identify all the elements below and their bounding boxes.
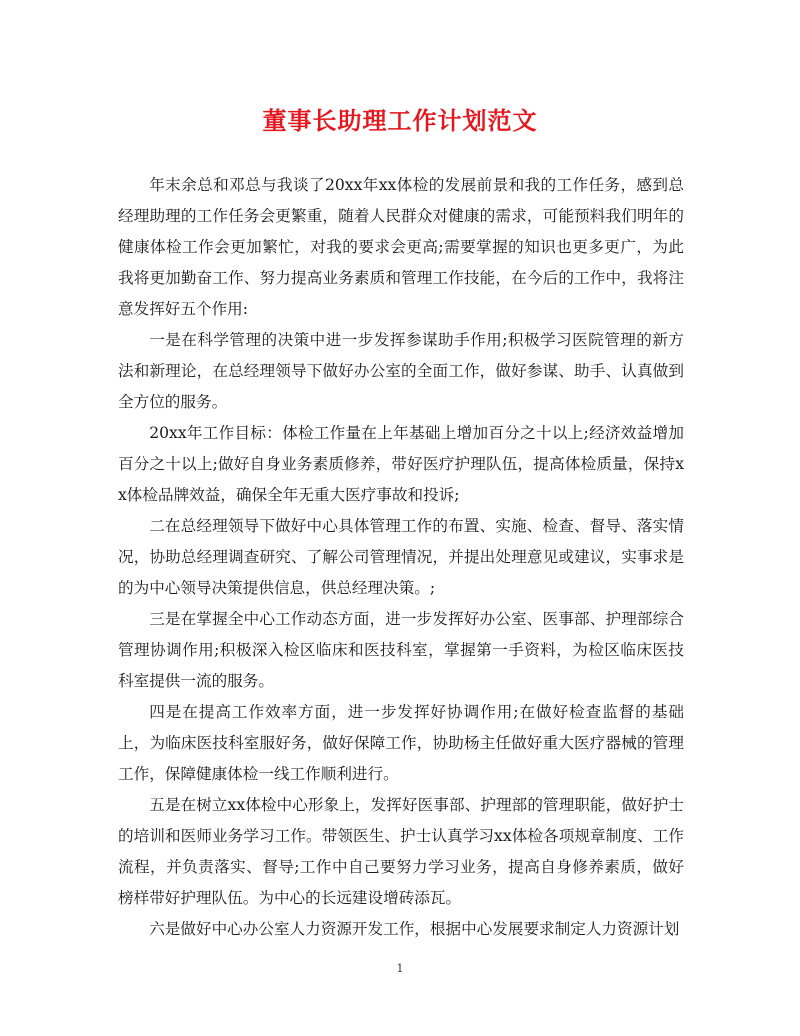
paragraph-point-1: 一是在科学管理的决策中进一步发挥参谋助手作用;积极学习医院管理的新方法和新理论，在总经理领导下做好办公室的全面工作，做好参谋、助手、认真做到全方位的服务。 [118, 331, 684, 411]
paragraph-intro: 年末余总和邓总与我谈了20xx年xx体检的发展前景和我的工作任务，感到总经理助理的工作任务会更繁重，随着人民群众对健康的需求，可能预料我们明年的健康体检工作会更加繁忙，对我的要求会更高;需要掌握的知识也更多更广，为此我将更加勤奋工作、努力提高业务素质和管理工作技能，在今后的工作中，我将注意发挥好五个作用: [118, 176, 684, 318]
document-title: 董事长助理工作计划范文 [262, 106, 538, 135]
paragraph-point-2: 二在总经理领导下做好中心具体管理工作的布置、实施、检查、督导、落实情况，协助总经理调查研究、了解公司管理情况，并提出处理意见或建议，实事求是的为中心领导决策提供信息，供总经理决策。; [118, 517, 684, 597]
paragraph-point-4: 四是在提高工作效率方面，进一步发挥好协调作用;在做好检查监督的基础上，为临床医技科室服好务，做好保障工作，协助杨主任做好重大医疗器械的管理工作，保障健康体检一线工作顺利进行。 [118, 703, 684, 783]
page-number: 1 [396, 962, 404, 975]
paragraph-point-5: 五是在树立xx体检中心形象上，发挥好医事部、护理部的管理职能，做好护士的培训和医师业务学习工作。带领医生、护士认真学习xx体检各项规章制度、工作流程，并负责落实、督导;工作中自己要努力学习业务，提高自身修养素质，做好榜样带好护理队伍。为中心的长远建设增砖添瓦。 [118, 796, 684, 907]
paragraph-annual-goals: 20xx年工作目标：体检工作量在上年基础上增加百分之十以上;经济效益增加百分之十以上;做好自身业务素质修养，带好医疗护理队伍，提高体检质量，保持xx体检品牌效益，确保全年无重大医疗事故和投诉; [118, 424, 684, 504]
paragraph-point-3: 三是在掌握全中心工作动态方面，进一步发挥好办公室、医事部、护理部综合管理协调作用;积极深入检区临床和医技科室，掌握第一手资料，为检区临床医技科室提供一流的服务。 [118, 610, 684, 690]
paragraph-point-6: 六是做好中心办公室人力资源开发工作，根据中心发展要求制定人力资源计划 [149, 920, 680, 938]
document-body [118, 170, 684, 945]
